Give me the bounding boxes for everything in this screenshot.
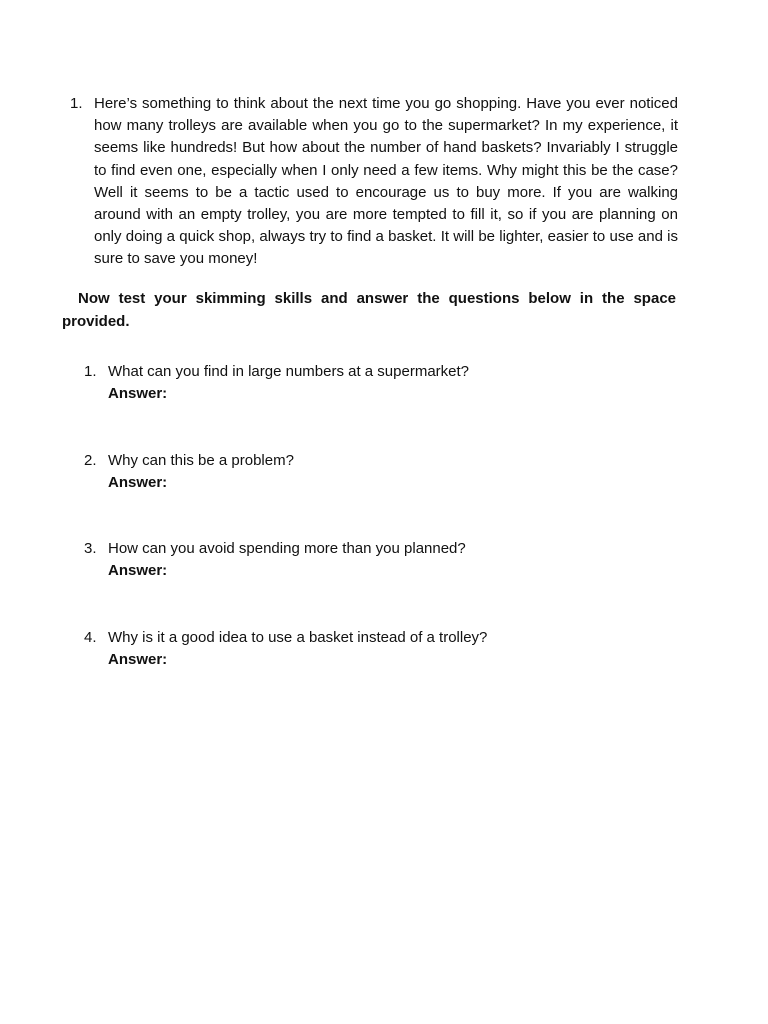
question-item bbox=[84, 361, 684, 405]
answer-label: Answer: bbox=[108, 474, 168, 491]
question-item bbox=[84, 627, 684, 671]
question-number: 1. bbox=[84, 363, 97, 380]
passage-number: 1. bbox=[70, 95, 83, 112]
question-text: Why can this be a problem? bbox=[108, 452, 294, 469]
instruction-text: Now test your skimming skills and answer the questions below in the space provided. bbox=[62, 290, 676, 330]
question-text: Why is it a good idea to use a basket instead of a trolley? bbox=[108, 629, 488, 646]
question-text: How can you avoid spending more than you planned? bbox=[108, 540, 466, 557]
question-number: 4. bbox=[84, 629, 97, 646]
answer-label: Answer: bbox=[108, 651, 168, 668]
question-item bbox=[84, 450, 684, 494]
question-item bbox=[84, 538, 684, 582]
question-number: 2. bbox=[84, 452, 97, 469]
answer-label: Answer: bbox=[108, 385, 168, 402]
answer-label: Answer: bbox=[108, 562, 168, 579]
question-text: What can you find in large numbers at a supermarket? bbox=[108, 363, 470, 380]
passage-text: Here’s something to think about the next time you go shopping. Have you ever noticed how many trolleys are available when you go to the supermarket? In my experience, it seems like hundreds! But how about the number of hand baskets? Invariably I struggle to find even one, especially when I only need a few items. Why might this be the case? Well it seems to be a tactic used to encourage us to buy more. If you are walking around with an empty trolley, you are more tempted to fill it, so if you are planning on only doing a quick shop, always try to find a basket. It will be lighter, easier to use and is sure to save you money! bbox=[94, 95, 678, 268]
reading-passage bbox=[70, 93, 678, 271]
question-number: 3. bbox=[84, 540, 97, 557]
